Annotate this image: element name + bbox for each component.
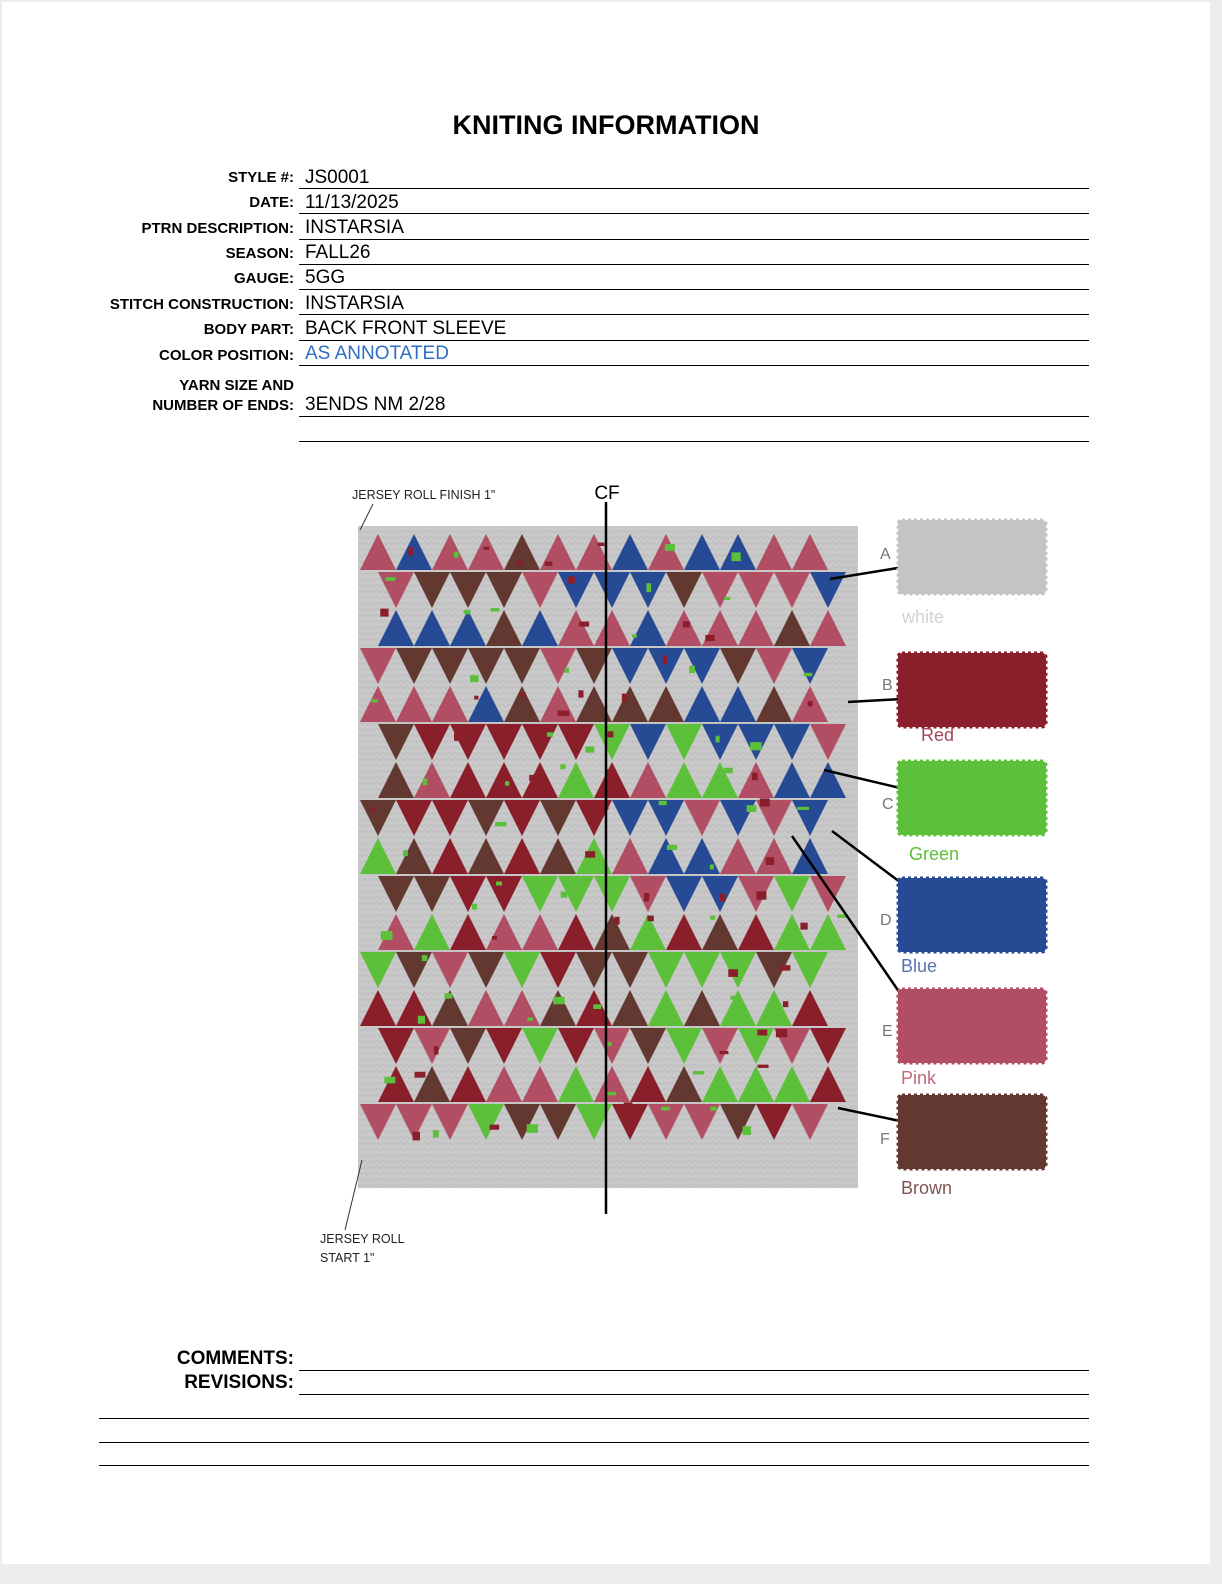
date-value[interactable]: 11/13/2025 <box>305 192 399 213</box>
swatch-f <box>880 1095 1046 1198</box>
body-part-value[interactable]: BACK FRONT SLEEVE <box>305 318 507 339</box>
pattern-fleck <box>644 893 649 901</box>
pattern-fleck <box>766 857 774 865</box>
swatch-c-letter: C <box>882 796 894 813</box>
pattern-fleck <box>585 851 595 857</box>
pattern-fleck <box>381 931 393 940</box>
pattern-fleck <box>776 1029 787 1037</box>
pattern-fleck <box>516 561 522 567</box>
pattern-fleck <box>808 701 813 706</box>
swatch-b-name: Red <box>921 725 955 745</box>
pattern-fleck <box>689 666 695 673</box>
jersey-roll-finish-note: JERSEY ROLL FINISH 1" <box>352 488 496 502</box>
pattern-fleck <box>495 822 506 826</box>
notes-rule-2[interactable] <box>99 1442 1089 1443</box>
pattern-fleck <box>505 781 509 785</box>
pattern-fleck <box>732 552 741 561</box>
pattern-fleck <box>384 1077 395 1084</box>
swatch-b <box>882 653 1046 745</box>
gauge-label: GAUGE: <box>234 270 294 287</box>
pattern-fleck <box>710 864 714 869</box>
pattern-fleck <box>464 610 471 614</box>
pattern-fleck <box>752 773 758 781</box>
jersey-roll-start-note-line1: JERSEY ROLL <box>320 1232 405 1246</box>
pattern-fleck <box>683 621 690 627</box>
pattern-fleck <box>800 923 807 930</box>
notes-rule-3[interactable] <box>99 1465 1089 1466</box>
swatch-e <box>882 989 1046 1088</box>
pattern-fleck <box>371 807 375 813</box>
pattern-fleck <box>780 965 790 971</box>
swatch-a-letter: A <box>880 546 891 563</box>
pattern-fleck <box>724 768 733 774</box>
pattern-fleck <box>492 936 497 940</box>
pattern-fleck <box>622 694 627 703</box>
pattern-fleck <box>547 732 553 736</box>
pattern-fleck <box>385 577 395 581</box>
swatch-d-letter: D <box>880 912 892 929</box>
swatch-b-letter: B <box>882 677 893 694</box>
pattern-fleck <box>403 850 408 856</box>
white-swatch <box>898 520 1046 594</box>
pattern-fleck <box>700 960 711 966</box>
color-position-value[interactable]: AS ANNOTATED <box>305 343 449 364</box>
pattern-fleck <box>558 711 570 716</box>
yarn-size-label-line1: YARN SIZE AND <box>179 377 294 394</box>
pattern-fleck <box>665 544 675 551</box>
pattern-fleck <box>667 845 677 850</box>
style-value[interactable]: JS0001 <box>305 167 370 188</box>
pattern-fleck <box>568 576 575 583</box>
pattern-fleck <box>380 609 388 617</box>
pattern-fleck <box>804 673 813 677</box>
pattern-fleck <box>579 622 589 627</box>
stitch-construction-value[interactable]: INSTARSIA <box>305 293 404 314</box>
pattern-fleck <box>760 798 770 806</box>
yarn-size-value[interactable]: 3ENDS NM 2/28 <box>305 394 446 415</box>
brown-swatch <box>898 1095 1046 1169</box>
green-swatch <box>898 761 1046 835</box>
pattern-fleck <box>423 778 428 785</box>
pattern-fleck <box>561 892 568 898</box>
pattern-fleck <box>624 1102 633 1110</box>
pattern-fleck <box>433 1130 439 1138</box>
pattern-fleck <box>553 997 565 1005</box>
pattern-fleck <box>444 993 452 998</box>
swatch-f-name: Brown <box>901 1178 953 1198</box>
swatch-e-letter: E <box>882 1023 893 1040</box>
pattern-fleck <box>750 742 762 750</box>
pattern-fleck <box>615 917 620 925</box>
pattern-fleck <box>546 1033 553 1037</box>
pattern-fleck <box>578 690 583 697</box>
pattern-fleck <box>647 916 653 922</box>
pattern-fleck <box>720 894 726 902</box>
pattern-fleck <box>661 1107 670 1111</box>
pattern-fleck <box>491 608 500 612</box>
pattern-fleck <box>470 675 478 682</box>
pattern-fleck <box>496 882 502 886</box>
pattern-fleck <box>410 811 418 814</box>
comments-label: COMMENTS: <box>176 1348 294 1369</box>
pattern-fleck <box>418 1016 425 1024</box>
pattern-fleck <box>490 1125 500 1130</box>
pattern-fleck <box>710 916 715 920</box>
comments-rule[interactable] <box>299 1370 1089 1371</box>
pattern-fleck <box>710 1107 716 1111</box>
pattern-fleck <box>646 583 651 592</box>
ptrn-description-value[interactable]: INSTARSIA <box>305 217 404 238</box>
pattern-fleck <box>422 955 427 961</box>
pattern-fleck <box>659 801 667 805</box>
spec-sheet-page <box>2 2 1210 1564</box>
swatch-f-letter: F <box>880 1131 890 1148</box>
pattern-fleck <box>408 547 413 555</box>
style-label: STYLE #: <box>228 169 294 186</box>
pattern-fleck <box>560 764 565 769</box>
page-title: KNITING INFORMATION <box>452 110 760 140</box>
swatch-c <box>882 761 1046 864</box>
pattern-fleck <box>724 597 730 600</box>
pink-swatch <box>898 989 1046 1063</box>
pattern-fleck <box>757 1065 768 1068</box>
pattern-fleck <box>519 692 526 696</box>
pattern-fleck <box>472 904 477 910</box>
instarsia-diagram <box>2 2 1210 1302</box>
pattern-fleck <box>757 1029 767 1035</box>
stitch-construction-label: STITCH CONSTRUCTION: <box>109 296 294 313</box>
blue-swatch <box>898 878 1046 952</box>
pattern-fleck <box>747 805 757 812</box>
pattern-fleck <box>743 1126 751 1135</box>
pattern-fleck <box>565 668 569 673</box>
pattern-fleck <box>545 562 553 566</box>
season-value[interactable]: FALL26 <box>305 242 371 263</box>
body-part-label: BODY PART: <box>203 321 294 338</box>
color-position-label: COLOR POSITION: <box>159 347 294 364</box>
yarn-size-label-line2: NUMBER OF ENDS: <box>152 397 294 414</box>
pattern-fleck <box>454 733 465 741</box>
swatch-a-name: white <box>902 607 945 627</box>
pattern-fleck <box>527 1017 532 1021</box>
ptrn-description-label: PTRN DESCRIPTION: <box>141 220 294 237</box>
pattern-fleck <box>693 1071 704 1074</box>
pattern-fleck <box>585 746 594 752</box>
date-label: DATE: <box>249 194 294 211</box>
pattern-fleck <box>728 969 738 977</box>
pattern-fleck <box>536 884 541 891</box>
pattern-fleck <box>593 1004 601 1009</box>
pattern-fleck <box>371 699 378 702</box>
pattern-fleck <box>474 696 478 700</box>
pattern-fleck <box>797 807 809 810</box>
pattern-fleck <box>607 1092 616 1095</box>
start-leader-line <box>345 1160 362 1230</box>
pattern-fleck <box>415 1072 426 1078</box>
pattern-fleck <box>663 655 667 664</box>
swatch-a <box>880 520 1046 627</box>
pattern-fleck <box>484 547 489 550</box>
pattern-fleck <box>527 1124 538 1133</box>
revisions-rule[interactable] <box>299 1394 1089 1395</box>
pattern-fleck <box>608 731 614 737</box>
pattern-fleck <box>434 1046 438 1054</box>
pattern-fleck <box>454 552 459 558</box>
red-swatch <box>898 653 1046 727</box>
season-label: SEASON: <box>225 245 294 262</box>
pattern-fleck <box>730 996 739 1000</box>
pattern-fleck <box>592 1118 600 1126</box>
revisions-label: REVISIONS: <box>184 1372 294 1393</box>
pattern-fleck <box>529 775 537 781</box>
swatch-d <box>880 878 1046 976</box>
swatch-c-name: Green <box>909 844 960 864</box>
pattern-fleck <box>598 543 605 546</box>
pattern-fleck <box>783 1001 788 1007</box>
pattern-fleck <box>705 635 714 641</box>
pattern-fleck <box>413 1132 420 1141</box>
notes-rule-1[interactable] <box>99 1418 1089 1419</box>
swatch-d-name: Blue <box>901 956 938 976</box>
pattern-fleck <box>632 634 637 637</box>
swatch-e-name: Pink <box>901 1068 937 1088</box>
jersey-roll-start-note-line2: START 1" <box>320 1251 375 1265</box>
pattern-fleck <box>720 1051 729 1054</box>
cf-label: CF <box>594 483 620 504</box>
pattern-fleck <box>756 891 766 899</box>
pattern-fleck <box>716 736 720 743</box>
gauge-value[interactable]: 5GG <box>305 267 346 288</box>
